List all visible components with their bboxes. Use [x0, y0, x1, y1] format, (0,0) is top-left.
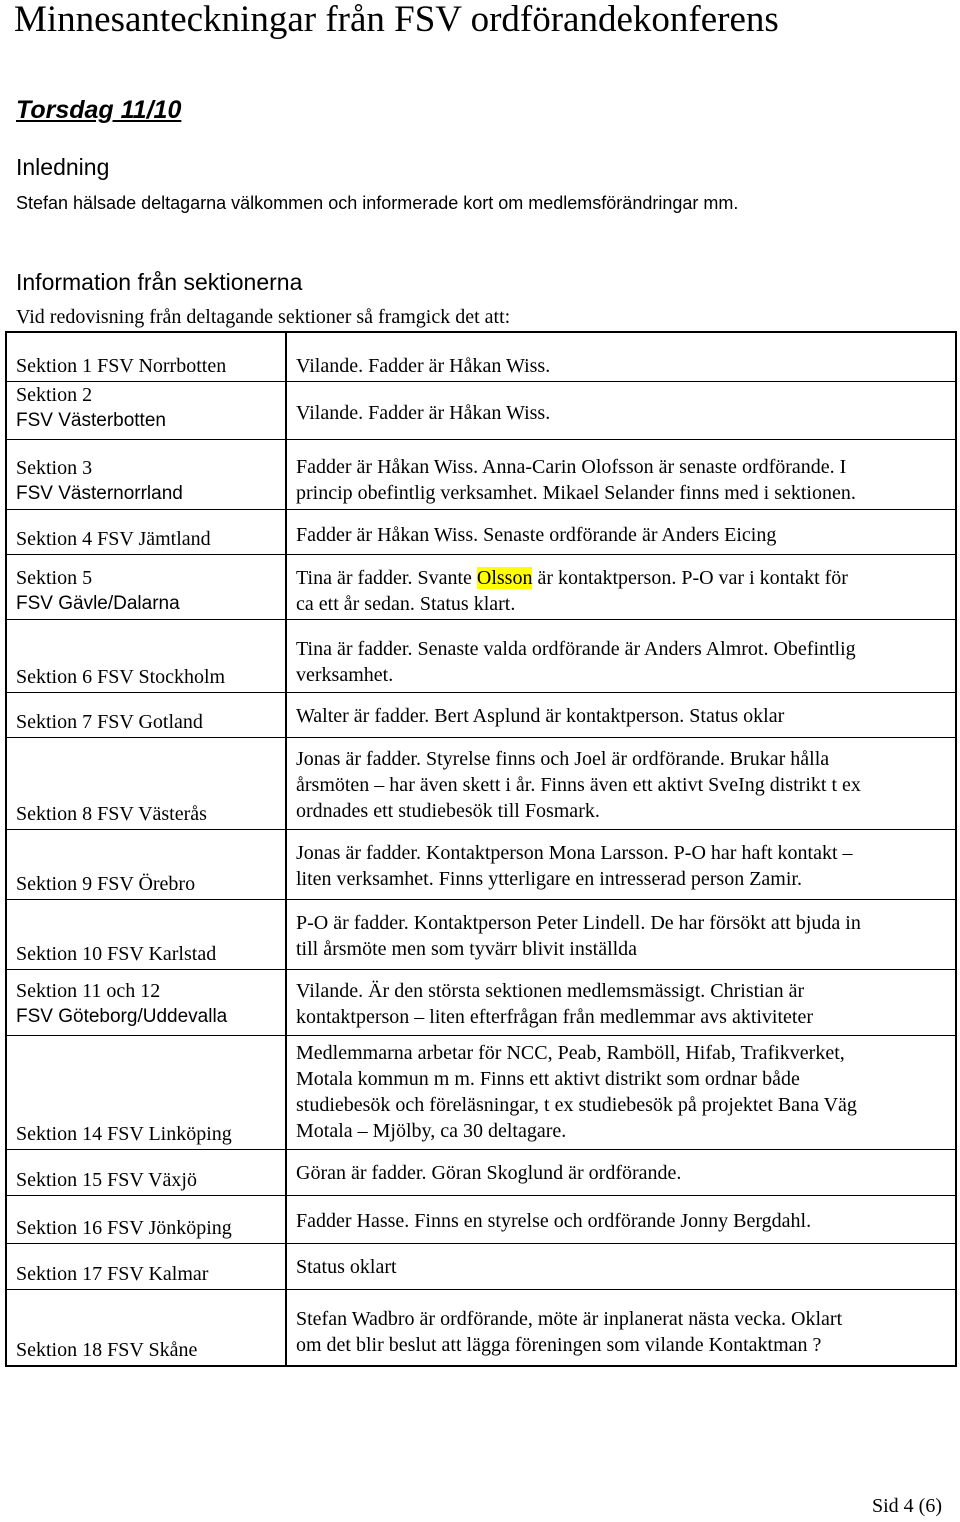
section-note: Jonas är fadder. Kontaktperson Mona Larsson. P-O har haft kontakt – liten verksamhet. Finns ytterligare en intresserad person Zamir.	[286, 830, 956, 900]
section-name: Sektion 11 och 12 FSV Göteborg/Uddevalla	[6, 970, 286, 1036]
section-note: Jonas är fadder. Styrelse finns och Joel är ordförande. Brukar hålla årsmöten – har även skett i år. Finns även ett aktivt SveIng distrikt t ex ordnades ett studiebesök till Fosmark.	[286, 738, 956, 830]
table-row	[6, 620, 956, 693]
section-note: Fadder Hasse. Finns en styrelse och ordförande Jonny Bergdahl.	[286, 1196, 956, 1244]
table-row	[6, 1244, 956, 1290]
section-name: Sektion 1 FSV Norrbotten	[6, 332, 286, 382]
section-note: Medlemmarna arbetar för NCC, Peab, Ramböll, Hifab, Trafikverket, Motala kommun m m. Finns ett aktivt distrikt som ordnar både studiebesök och föreläsningar, t ex studiebesök på projektet Bana Väg Motala – Mjölby, ca 30 deltagare.	[286, 1036, 956, 1150]
section-note: Göran är fadder. Göran Skoglund är ordförande.	[286, 1150, 956, 1196]
table-row	[6, 830, 956, 900]
section-name: Sektion 8 FSV Västerås	[6, 738, 286, 830]
section-note: Fadder är Håkan Wiss. Senaste ordförande är Anders Eicing	[286, 510, 956, 555]
table-row	[6, 382, 956, 440]
info-heading: Information från sektionerna	[16, 269, 303, 295]
table-row	[6, 970, 956, 1036]
section-name: Sektion 17 FSV Kalmar	[6, 1244, 286, 1290]
section-note: Vilande. Fadder är Håkan Wiss.	[286, 332, 956, 382]
section-name: Sektion 14 FSV Linköping	[6, 1036, 286, 1150]
info-lead: Vid redovisning från deltagande sektioner så framgick det att:	[16, 306, 511, 328]
table-row	[6, 900, 956, 970]
section-note: Status oklart	[286, 1244, 956, 1290]
table-row	[6, 1036, 956, 1150]
section-note: Vilande. Är den största sektionen medlemsmässigt. Christian är kontaktperson – liten efterfrågan från medlemmar avs aktiviteter	[286, 970, 956, 1036]
section-name: Sektion 6 FSV Stockholm	[6, 620, 286, 693]
table-row	[6, 510, 956, 555]
sections-table	[5, 331, 957, 1367]
table-row	[6, 1290, 956, 1366]
section-name: Sektion 10 FSV Karlstad	[6, 900, 286, 970]
section-name: Sektion 7 FSV Gotland	[6, 693, 286, 738]
day-heading: Torsdag 11/10	[16, 96, 182, 124]
section-note: Tina är fadder. Svante Olsson är kontaktperson. P-O var i kontakt för ca ett år sedan. Status klart.	[286, 555, 956, 620]
section-name: Sektion 4 FSV Jämtland	[6, 510, 286, 555]
section-name: Sektion 15 FSV Växjö	[6, 1150, 286, 1196]
section-note: Vilande. Fadder är Håkan Wiss.	[286, 382, 956, 440]
section-name: Sektion 9 FSV Örebro	[6, 830, 286, 900]
document-title: Minnesanteckningar från FSV ordförandekonferens	[14, 0, 779, 40]
section-name: Sektion 5 FSV Gävle/Dalarna	[6, 555, 286, 620]
intro-heading: Inledning	[16, 154, 110, 180]
section-note: Stefan Wadbro är ordförande, möte är inplanerat nästa vecka. Oklart om det blir beslut att lägga föreningen som vilande Kontaktman ?	[286, 1290, 956, 1366]
section-note: P-O är fadder. Kontaktperson Peter Lindell. De har försökt att bjuda in till årsmöte men som tyvärr blivit inställda	[286, 900, 956, 970]
table-row	[6, 1150, 956, 1196]
table-row	[6, 1196, 956, 1244]
section-name: Sektion 2 FSV Västerbotten	[6, 382, 286, 440]
table-row	[6, 555, 956, 620]
table-row	[6, 332, 956, 382]
table-row	[6, 738, 956, 830]
section-name: Sektion 3 FSV Västernorrland	[6, 440, 286, 510]
section-name: Sektion 16 FSV Jönköping	[6, 1196, 286, 1244]
section-note: Tina är fadder. Senaste valda ordförande är Anders Almrot. Obefintlig verksamhet.	[286, 620, 956, 693]
section-note: Walter är fadder. Bert Asplund är kontaktperson. Status oklar	[286, 693, 956, 738]
page-number: Sid 4 (6)	[872, 1495, 942, 1517]
table-row	[6, 440, 956, 510]
table-row	[6, 693, 956, 738]
section-note: Fadder är Håkan Wiss. Anna-Carin Olofsson är senaste ordförande. I princip obefintlig verksamhet. Mikael Selander finns med i sektionen.	[286, 440, 956, 510]
section-name: Sektion 18 FSV Skåne	[6, 1290, 286, 1366]
highlighted-name: Olsson	[476, 567, 533, 589]
intro-text: Stefan hälsade deltagarna välkommen och informerade kort om medlemsförändringar mm.	[16, 193, 739, 213]
